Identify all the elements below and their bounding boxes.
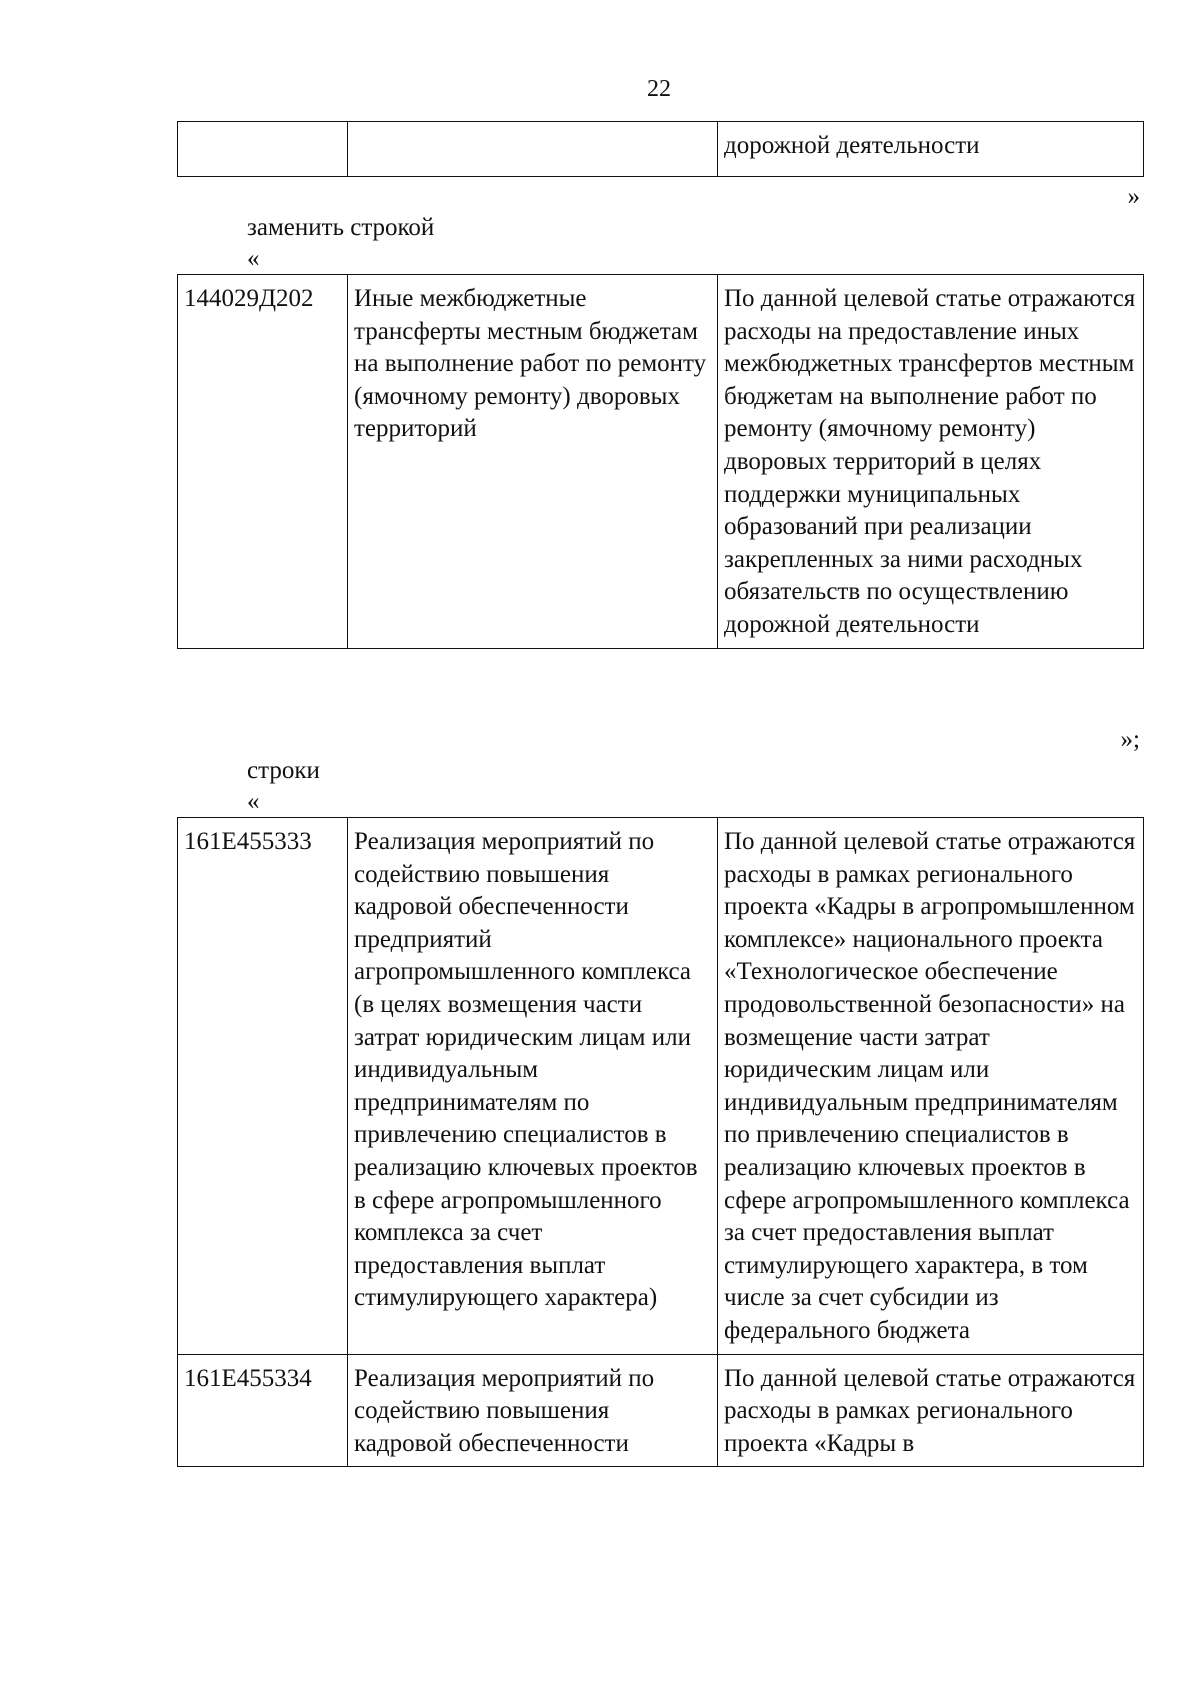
opening-quote: « bbox=[247, 788, 260, 815]
name-cell: Иные межбюджетные трансферты местным бюджетам на выполнение работ по ремонту (ямочному ремонту) дворовых территорий bbox=[348, 275, 718, 649]
description-cell: По данной целевой статье отражаются расходы в рамках регионального проекта «Кадры в агропромышленном комплексе» национального проекта «Технологическое обеспечение продовольственной безопасности» на возмещение части затрат юридическим лицам или индивидуальным предпринимателям по привлечению специалистов в реализацию ключевых проектов в сфере агропромышленного комплекса за счет предоставления выплат стимулирующего характера, в том числе за счет субсидии из федерального бюджета bbox=[718, 818, 1144, 1355]
name-cell: Реализация мероприятий по содействию повышения кадровой обеспеченности предприятий агропромышленного комплекса (в целях возмещения части затрат юридическим лицам или индивидуальным предпринимателям по привлечению специалистов в реализацию ключевых проектов в сфере агропромышленного комплекса за счет предоставления выплат стимулирующего характера) bbox=[348, 818, 718, 1355]
code-cell: 144029Д202 bbox=[178, 275, 348, 649]
table-row bbox=[178, 122, 1144, 177]
description-cell: По данной целевой статье отражаются расходы в рамках регионального проекта «Кадры в bbox=[718, 1354, 1144, 1467]
code-cell bbox=[178, 122, 348, 177]
replace-label: заменить строкой bbox=[247, 214, 435, 241]
middle-table bbox=[177, 274, 1144, 649]
description-cell: дорожной деятельности bbox=[718, 122, 1144, 177]
closing-quote: » bbox=[1127, 183, 1140, 210]
code-cell: 161Е455334 bbox=[178, 1354, 348, 1467]
name-cell bbox=[348, 122, 718, 177]
table-row bbox=[178, 275, 1144, 649]
table-row bbox=[178, 1354, 1144, 1467]
top-table bbox=[177, 121, 1144, 177]
name-cell: Реализация мероприятий по содействию повышения кадровой обеспеченности bbox=[348, 1354, 718, 1467]
page-number: 22 bbox=[647, 76, 671, 102]
description-cell: По данной целевой статье отражаются расходы на предоставление иных межбюджетных трансфертов местным бюджетам на выполнение работ по ремонту (ямочному ремонту) дворовых территорий в целях поддержки муниципальных образований при реализации закрепленных за ними расходных обязательств по осуществлению дорожной деятельности bbox=[718, 275, 1144, 649]
table-row bbox=[178, 818, 1144, 1355]
closing-quote: »; bbox=[1120, 726, 1140, 753]
code-cell: 161Е455333 bbox=[178, 818, 348, 1355]
bottom-table bbox=[177, 817, 1144, 1467]
opening-quote: « bbox=[247, 245, 260, 272]
rows-label: строки bbox=[247, 757, 320, 784]
